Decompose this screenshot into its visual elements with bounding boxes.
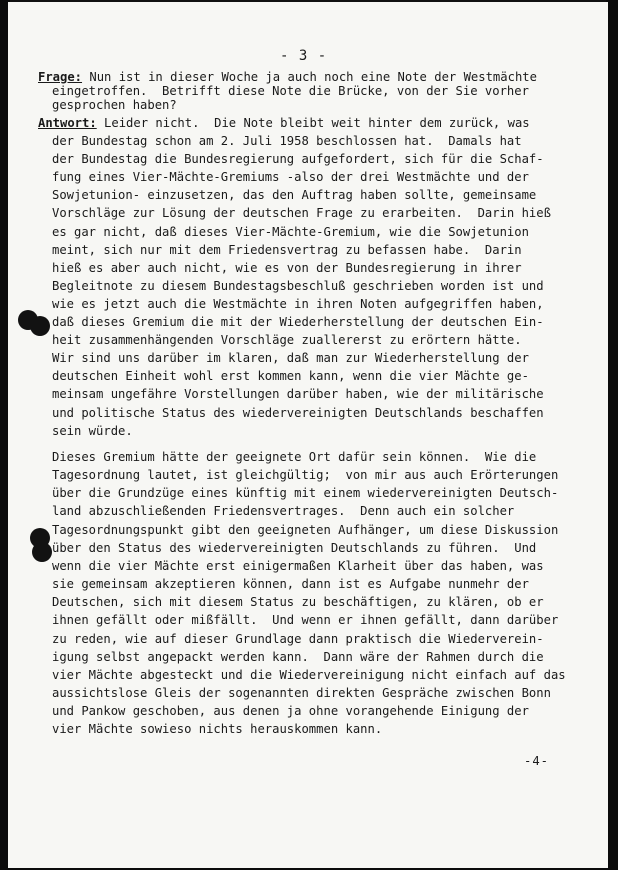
text-line: deutschen Einheit wohl erst kommen kann, wenn die vier Mächte ge- [52,369,529,384]
text-line: und politische Status des wiedervereinigten Deutschlands beschaffen [52,405,544,420]
text-line: Sowjetunion- einzusetzen, das den Auftrag haben sollte, gemeinsame [52,188,537,203]
answer-text: Leider nicht. Die Note bleibt weit hinter dem zurück, was [96,116,530,130]
text-line: meint, sich nur mit dem Friedensvertrag zu befassen habe. Darin [52,242,522,257]
question-text: Nun ist in dieser Woche ja auch noch eine Note der Westmächte [82,70,537,84]
answer-label: Antwort: [38,116,97,130]
text-line: und Pankow geschoben, aus denen ja ohne vorangehende Einigung der [52,704,529,719]
text-line: zu reden, wie auf dieser Grundlage dann praktisch die Wiederverein- [52,631,544,646]
text-line: Tagesordnungspunkt gibt den geeigneten Aufhänger, um diese Diskussion [52,522,559,537]
text-line: aussichtslose Gleis der sogenannten direkten Gespräche zwischen Bonn [52,685,551,700]
document-page [8,2,608,868]
text-line: hieß es aber auch nicht, wie es von der Bundesregierung in ihrer [52,260,522,275]
text-line: heit zusammenhängenden Vorschläge zuallererst zu erörtern hätte. [52,333,522,348]
question-line-3: gesprochen haben? [52,98,177,112]
text-line: fung eines Vier-Mächte-Gremiums -also der drei Westmächte und der [52,170,529,185]
text-line: vier Mächte sowieso nichts herauskommen kann. [52,722,383,737]
text-line: der Bundestag schon am 2. Juli 1958 beschlossen hat. Damals hat [52,134,522,148]
question-label: Frage: [38,70,83,84]
text-line: Dieses Gremium hätte der geeignete Ort dafür sein können. Wie die [52,450,537,464]
punch-hole [32,542,52,562]
text-line: Vorschläge zur Lösung der deutschen Frage zu erarbeiten. Darin hieß [52,206,551,221]
text-line: Wir sind uns darüber im klaren, daß man zur Wiederherstellung der [52,351,529,366]
text-line: meinsam ungefähre Vorstellungen darüber haben, wie der militärische [52,387,544,402]
text-line: der Bundestag die Bundesregierung aufgefordert, sich für die Schaf- [52,152,544,167]
text-line: über die Grundzüge eines künftig mit einem wiedervereinigten Deutsch- [52,486,559,501]
question-line-1 [38,70,537,84]
text-line: es gar nicht, daß dieses Vier-Mächte-Gremium, wie die Sowjetunion [52,224,529,239]
text-line: ihnen gefällt oder mißfällt. Und wenn er ihnen gefällt, dann darüber [52,613,559,628]
text-line: sein würde. [52,423,133,438]
text-line: Deutschen, sich mit diesem Status zu beschäftigen, zu klären, ob er [52,595,544,610]
text-line: land abzuschließenden Friedensvertrages. Denn auch ein solcher [52,504,515,519]
text-line: Begleitnote zu diesem Bundestagsbeschluß geschrieben worden ist und [52,278,544,293]
text-line: daß dieses Gremium die mit der Wiederherstellung der deutschen Ein- [52,315,544,329]
text-line: Tagesordnung lautet, ist gleichgültig; von mir aus auch Erörterungen [52,468,559,483]
text-line: wie es jetzt auch die Westmächte in ihren Noten aufgegriffen haben, [52,296,544,311]
page-number: - 3 - [280,48,328,64]
question-line-2: eingetroffen. Betrifft diese Note die Brücke, von der Sie vorher [52,84,529,98]
text-line: igung selbst angepackt werden kann. Dann wäre der Rahmen durch die [52,649,544,664]
punch-hole [30,316,50,336]
text-line: vier Mächte abgesteckt und die Wiedervereinigung nicht einfach auf das [52,667,566,682]
text-line: wenn die vier Mächte erst einigermaßen Klarheit über das haben, was [52,558,544,573]
answer-line-1 [38,116,530,130]
next-page-marker: -4- [524,754,550,768]
text-line: über den Status des wiedervereinigten Deutschlands zu führen. Und [52,540,537,555]
text-line: sie gemeinsam akzeptieren können, dann ist es Aufgabe nunmehr der [52,577,529,592]
